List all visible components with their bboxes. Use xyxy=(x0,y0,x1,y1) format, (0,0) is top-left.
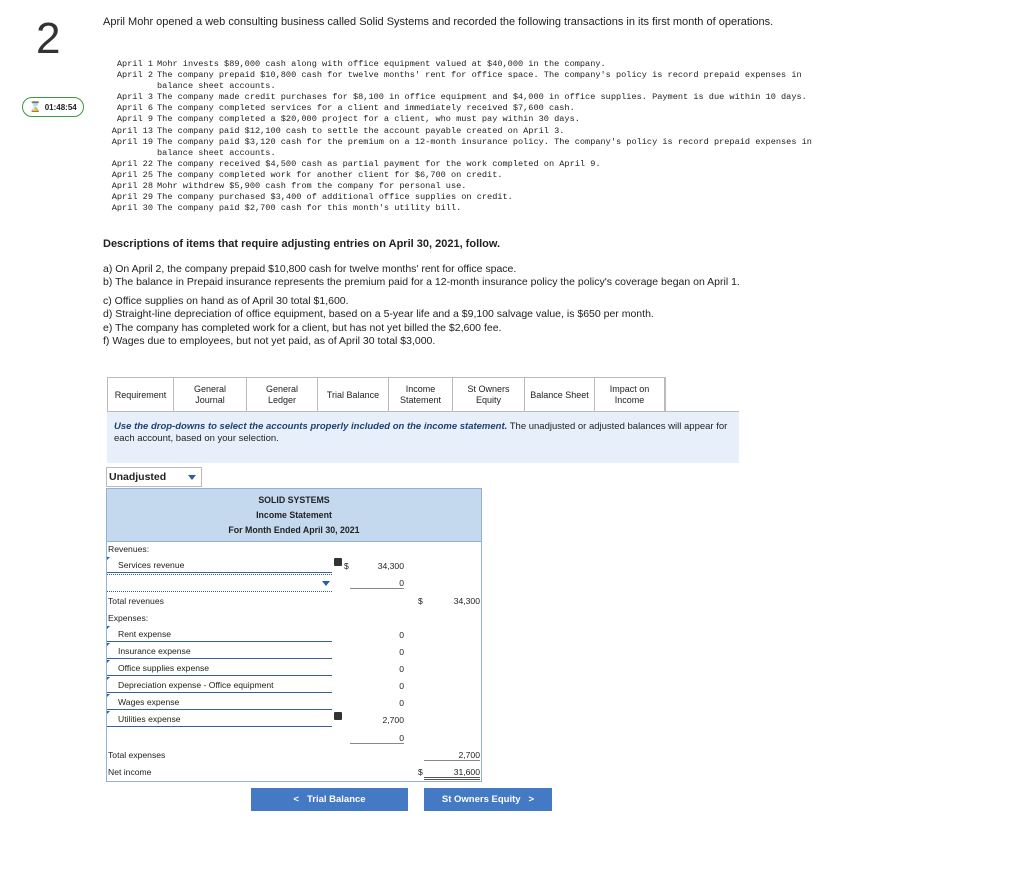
transaction-row xyxy=(103,70,827,92)
revenues-label: Revenues: xyxy=(108,544,150,554)
transaction-text: Mohr invests $89,000 cash along with office equipment valued at $40,000 in the company. xyxy=(157,59,606,69)
total-revenues-currency: $ xyxy=(418,596,423,606)
expense-account-select[interactable] xyxy=(106,660,332,676)
statement-title: Income Statement xyxy=(256,509,332,520)
expense-account-select[interactable] xyxy=(106,643,332,659)
question-number: 2 xyxy=(36,14,61,63)
transaction-row xyxy=(103,114,827,125)
transaction-text: The company paid $2,700 cash for this month's utility bill. xyxy=(157,203,462,214)
transaction-text: The company completed a $20,000 project for a client, who must pay within 30 days. xyxy=(157,114,580,125)
tab-general-journal[interactable]: General Journal xyxy=(174,378,247,412)
tab-trial-balance[interactable]: Trial Balance xyxy=(318,378,389,412)
transaction-date: April 1 xyxy=(116,59,153,69)
prev-tab-button[interactable] xyxy=(251,788,408,811)
transaction-row xyxy=(103,92,827,103)
expense-account-select[interactable] xyxy=(106,626,332,642)
net-income-amount: 31,600 xyxy=(424,767,480,780)
revenue-account-name: Services revenue xyxy=(118,559,185,570)
prev-tab-label: Trial Balance xyxy=(306,794,366,805)
transaction-date: April 13 xyxy=(111,125,153,136)
sheet-right-border xyxy=(481,488,482,782)
transaction-date: April 9 xyxy=(116,114,153,125)
next-tab-button[interactable] xyxy=(424,788,552,811)
chevron-right-icon: > xyxy=(528,794,535,805)
balance-type-select[interactable] xyxy=(106,467,202,487)
expense-amount: 2,700 xyxy=(382,715,404,725)
adjusting-heading: Descriptions of items that require adjusting entries on April 30, 2021, follow. xyxy=(103,238,501,250)
tab-balance-sheet[interactable]: Balance Sheet xyxy=(525,378,595,412)
chevron-left-icon: < xyxy=(293,794,299,805)
transaction-row xyxy=(103,137,827,159)
expense-amount: 0 xyxy=(399,698,404,708)
instruction-rest: The unadjusted or adjusted balances will appear for each account, based on your selection. xyxy=(114,421,728,444)
revenue-currency: $ xyxy=(344,561,349,571)
transaction-date: April 2 xyxy=(116,70,153,81)
transaction-text: The company received $4,500 cash as partial payment for the work completed on April 9. xyxy=(157,158,601,169)
expense-amount: 0 xyxy=(399,647,404,657)
sheet-left-border xyxy=(106,488,107,782)
requirement-tabs xyxy=(107,377,666,411)
expense-account-select[interactable] xyxy=(106,711,332,727)
expense-account-name: Wages expense xyxy=(118,696,180,707)
transaction-date: April 22 xyxy=(111,158,153,169)
transaction-text: The company paid $12,100 cash to settle the account payable created on April 3. xyxy=(157,125,565,136)
chevron-down-icon xyxy=(188,475,196,480)
blank-expense-amount: 0 xyxy=(350,733,404,744)
total-expenses-amount: 2,700 xyxy=(424,750,480,761)
net-income-currency: $ xyxy=(418,767,423,777)
expense-account-select[interactable] xyxy=(106,677,332,693)
statement-header xyxy=(106,488,482,542)
statement-period: For Month Ended April 30, 2021 xyxy=(228,525,360,536)
revenue-amount: 34,300 xyxy=(377,561,404,571)
net-income-label: Net income xyxy=(108,767,152,777)
adjusting-item: c) Office supplies on hand as of April 30 total $1,600. xyxy=(103,294,349,307)
tab-st-owners-equity[interactable]: St Owners Equity xyxy=(453,378,525,412)
transaction-text: The company made credit purchases for $8,100 in office equipment and $4,000 in office supplies. Payment is due within 10 days. xyxy=(157,92,807,103)
chevron-down-icon xyxy=(322,581,330,586)
transaction-row xyxy=(103,159,827,170)
hourglass-icon: ⌛ xyxy=(29,101,42,113)
transaction-row xyxy=(103,203,827,214)
total-revenues-amount: 34,300 xyxy=(453,596,480,606)
transaction-text: The company completed services for a client and immediately received $7,600 cash. xyxy=(157,103,575,114)
timer-text: 01:48:54 xyxy=(44,102,77,112)
transaction-text: Mohr withdrew $5,900 cash from the company for personal use. xyxy=(157,181,467,192)
expense-amount: 0 xyxy=(399,630,404,640)
transaction-row xyxy=(103,126,827,137)
balance-type-value: Unadjusted xyxy=(109,471,167,483)
checkmark-icon xyxy=(334,558,342,566)
expense-amount: 0 xyxy=(399,681,404,691)
transaction-date: April 25 xyxy=(111,169,153,180)
next-tab-label: St Owners Equity xyxy=(441,794,521,805)
expense-amount: 0 xyxy=(399,664,404,674)
adjusting-item: e) The company has completed work for a client, but has not yet billed the $2,600 fee. xyxy=(103,321,502,334)
tab-requirement[interactable]: Requirement xyxy=(108,378,174,412)
transactions-list xyxy=(103,59,827,214)
transaction-row xyxy=(103,170,827,181)
adjusting-item: a) On April 2, the company prepaid $10,800 cash for twelve months' rent for office space. xyxy=(103,263,517,275)
checkmark-icon xyxy=(334,712,342,720)
expense-account-name: Office supplies expense xyxy=(118,662,210,673)
adjusting-item: d) Straight-line depreciation of office equipment, based on a 5-year life and a $9,100 salvage value, is $650 per month. xyxy=(103,308,654,321)
problem-intro: April Mohr opened a web consulting business called Solid Systems and recorded the following transactions in its first month of operations. xyxy=(103,16,774,28)
blank-revenue-amount: 0 xyxy=(350,578,404,589)
tab-impact-on-income[interactable]: Impact on Income xyxy=(595,378,665,412)
transaction-date: April 19 xyxy=(111,136,153,147)
transaction-row xyxy=(103,181,827,192)
transaction-text: The company paid $3,120 cash for the premium on a 12-month insurance policy. The company's policy is record prepaid expenses in balance sheet accounts. xyxy=(157,136,812,158)
tab-general-ledger[interactable]: General Ledger xyxy=(247,378,318,412)
revenue-account-select[interactable] xyxy=(106,557,332,573)
transaction-date: April 30 xyxy=(111,203,153,214)
transaction-date: April 6 xyxy=(116,103,153,114)
blank-revenue-select[interactable] xyxy=(106,574,332,592)
expense-account-name: Depreciation expense - Office equipment xyxy=(118,679,274,690)
expense-account-name: Insurance expense xyxy=(118,645,191,656)
timer-badge xyxy=(22,97,84,117)
adjusting-item: b) The balance in Prepaid insurance represents the premium paid for a 12-month insurance policy the policy's coverage began on April 1. xyxy=(103,276,740,289)
transaction-text: The company completed work for another client for $6,700 on credit. xyxy=(157,169,503,180)
total-expenses-label: Total expenses xyxy=(108,750,166,760)
transaction-date: April 29 xyxy=(111,192,153,203)
transaction-date: April 3 xyxy=(116,92,153,103)
total-revenues-label: Total revenues xyxy=(108,596,164,606)
adjusting-items xyxy=(103,263,823,348)
transaction-text: The company purchased $3,400 of additional office supplies on credit. xyxy=(157,192,513,203)
instruction-bold: Use the drop-downs to select the accounts properly included on the income statement. xyxy=(114,421,508,432)
expenses-label: Expenses: xyxy=(108,613,149,623)
expense-account-name: Rent expense xyxy=(118,628,172,639)
transaction-date: April 28 xyxy=(111,181,153,192)
tab-income-statement[interactable]: Income Statement xyxy=(389,378,453,412)
expense-account-name: Utilities expense xyxy=(118,713,181,724)
transaction-row xyxy=(103,103,827,114)
transaction-row xyxy=(103,192,827,203)
transaction-text: The company prepaid $10,800 cash for twelve months' rent for office space. The company's policy is record prepaid expenses in balance sheet accounts. xyxy=(157,70,802,92)
company-name: SOLID SYSTEMS xyxy=(258,494,330,505)
adjusting-item: f) Wages due to employees, but not yet paid, as of April 30 total $3,000. xyxy=(103,335,436,348)
expense-account-select[interactable] xyxy=(106,694,332,710)
instructions xyxy=(107,411,739,463)
sheet-bottom-border xyxy=(106,781,482,782)
transaction-row xyxy=(103,59,827,70)
